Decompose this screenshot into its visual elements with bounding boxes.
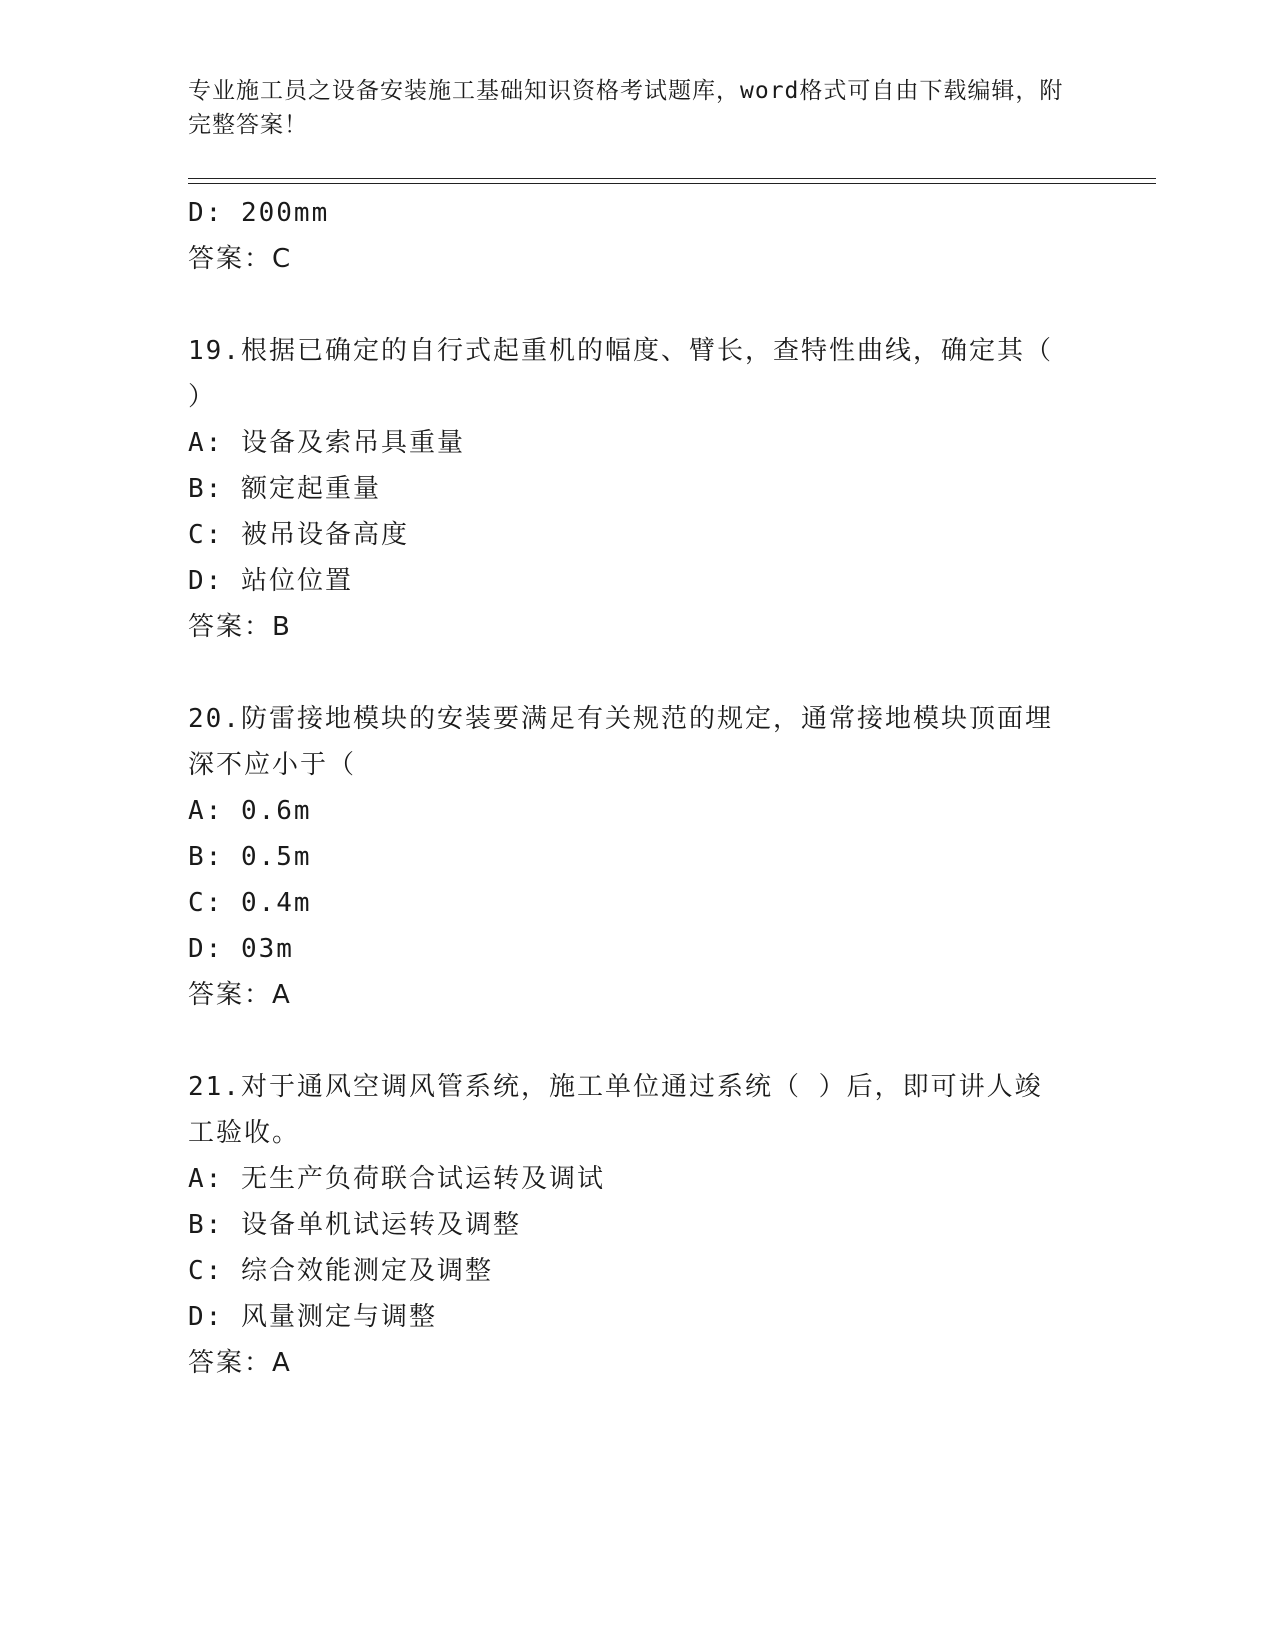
header-rule-top (188, 178, 1156, 179)
spacer (188, 650, 1088, 696)
option-d: D: 风量测定与调整 (188, 1302, 437, 1332)
question-text-line: ） (188, 382, 217, 412)
question-19 (188, 328, 1088, 650)
answer-line: 答案：B (188, 612, 292, 642)
option-d: D: 站位位置 (188, 566, 353, 596)
question-21 (188, 1064, 1088, 1386)
option-a: A: 无生产负荷联合试运转及调试 (188, 1164, 605, 1194)
spacer (188, 282, 1088, 328)
option-b: B: 0.5m (188, 842, 312, 872)
question-list (188, 190, 1088, 1386)
header-title: 专业施工员之设备安装施工基础知识资格考试题库，word格式可自由下载编辑，附完整答案！ (188, 78, 1064, 138)
question-20 (188, 696, 1088, 1018)
question-text-line: 深不应小于（ (188, 750, 357, 780)
header-rule-bottom (188, 183, 1156, 184)
option-a: A: 0.6m (188, 796, 312, 826)
option-c: C: 被吊设备高度 (188, 520, 409, 550)
question-text-line: 21.对于通风空调风管系统，施工单位通过系统（ ）后，即可讲人竣 (188, 1072, 1043, 1102)
option-b: B: 额定起重量 (188, 474, 381, 504)
answer-line: 答案：C (188, 244, 293, 274)
answer-line: 答案：A (188, 980, 292, 1010)
question-text-line: 19.根据已确定的自行式起重机的幅度、臂长，查特性曲线，确定其（ (188, 336, 1053, 366)
option-a: A: 设备及索吊具重量 (188, 428, 465, 458)
spacer (188, 1018, 1088, 1064)
question-text-line: 20.防雷接地模块的安装要满足有关规范的规定，通常接地模块顶面埋 (188, 704, 1053, 734)
document-header (188, 74, 1068, 142)
question-text-line: 工验收。 (188, 1118, 301, 1148)
option-d: D: 200mm (188, 198, 330, 228)
previous-question-tail (188, 190, 1088, 282)
option-b: B: 设备单机试运转及调整 (188, 1210, 521, 1240)
option-c: C: 综合效能测定及调整 (188, 1256, 493, 1286)
option-d: D: 03m (188, 934, 294, 964)
option-c: C: 0.4m (188, 888, 312, 918)
answer-line: 答案：A (188, 1348, 292, 1378)
